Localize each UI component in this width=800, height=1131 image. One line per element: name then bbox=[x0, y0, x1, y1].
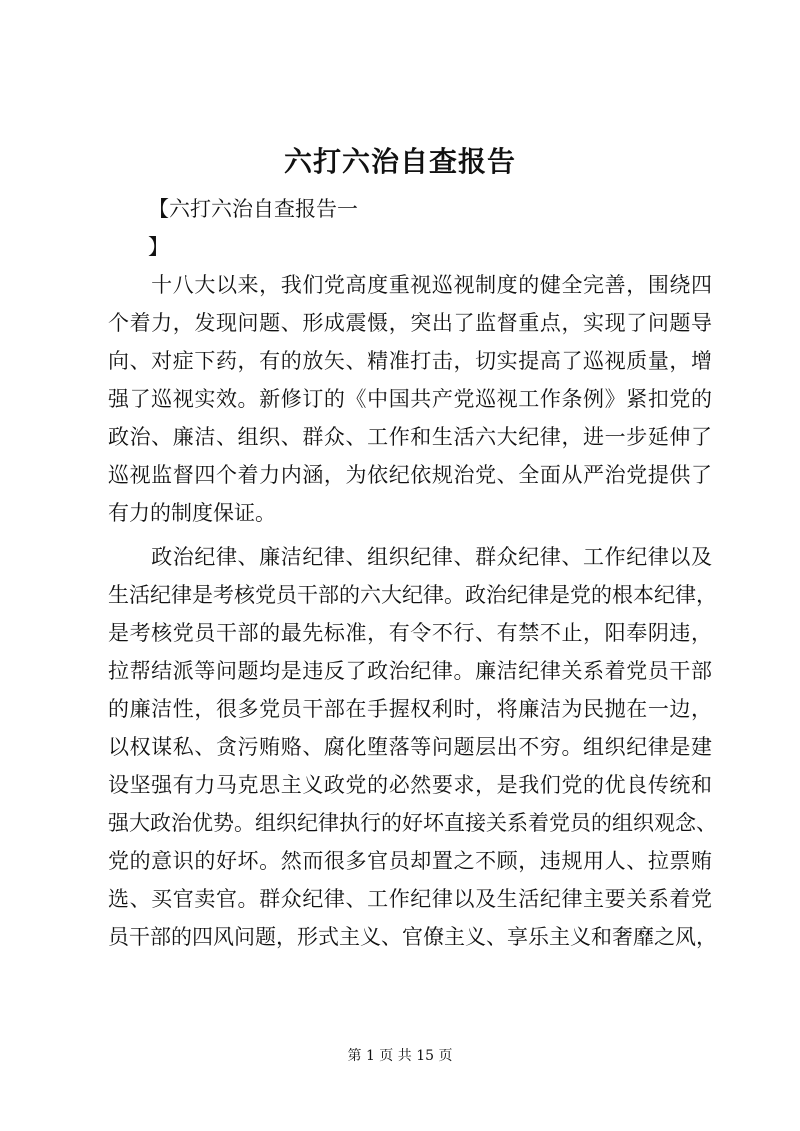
text-line: 政治纪律、廉洁纪律、组织纪律、群众纪律、工作纪律以及 bbox=[108, 545, 712, 569]
text-line: 拉帮结派等问题均是违反了政治纪律。廉洁纪律关系着党员干部 bbox=[108, 659, 712, 683]
text-line: 设坚强有力马克思主义政党的必然要求，是我们党的优良传统和 bbox=[108, 773, 712, 797]
document-title: 六打六治自查报告 bbox=[283, 145, 516, 178]
text-line: 生活纪律是考核党员干部的六大纪律。政治纪律是党的根本纪律， bbox=[108, 583, 717, 607]
text-line: 政治、廉洁、组织、群众、工作和生活六大纪律，进一步延伸了 bbox=[108, 425, 712, 449]
text-line: 强大政治优势。组织纪律执行的好坏直接关系着党员的组织观念、 bbox=[108, 811, 717, 835]
text-line: 十八大以来，我们党高度重视巡视制度的健全完善，围绕四 bbox=[108, 273, 712, 297]
text-line: 员干部的四风问题，形式主义、官僚主义、享乐主义和奢靡之风， bbox=[108, 925, 717, 949]
text-line: 向、对症下药，有的放矢、精准打击，切实提高了巡视质量，增 bbox=[108, 349, 712, 373]
text-line: 有力的制度保证。 bbox=[108, 501, 276, 525]
subheading-line: 【六打六治自查报告一 bbox=[148, 197, 358, 221]
text-line: 以权谋私、贪污贿赂、腐化堕落等问题层出不穷。组织纪律是建 bbox=[108, 735, 712, 759]
text-line: 个着力，发现问题、形成震慑，突出了监督重点，实现了问题导 bbox=[108, 311, 712, 335]
page-footer: 第 1 页 共 15 页 bbox=[347, 1048, 453, 1064]
text-line: 强了巡视实效。新修订的《中国共产党巡视工作条例》紧扣党的 bbox=[108, 387, 712, 411]
subheading bbox=[148, 190, 708, 266]
text-line: 的廉洁性，很多党员干部在手握权利时，将廉洁为民抛在一边， bbox=[108, 697, 712, 721]
text-line: 是考核党员干部的最先标准，有令不行、有禁不止，阳奉阴违， bbox=[108, 621, 712, 645]
body-text bbox=[108, 266, 717, 962]
text-line: 选、买官卖官。群众纪律、工作纪律以及生活纪律主要关系着党 bbox=[108, 887, 712, 911]
paragraph bbox=[108, 266, 712, 532]
text-line: 党的意识的好坏。然而很多官员却置之不顾，违规用人、拉票贿 bbox=[108, 849, 712, 873]
text-line: 巡视监督四个着力内涵，为依纪依规治党、全面从严治党提供了 bbox=[108, 463, 712, 487]
subheading-line: 】 bbox=[148, 235, 169, 259]
paragraph bbox=[108, 538, 717, 956]
